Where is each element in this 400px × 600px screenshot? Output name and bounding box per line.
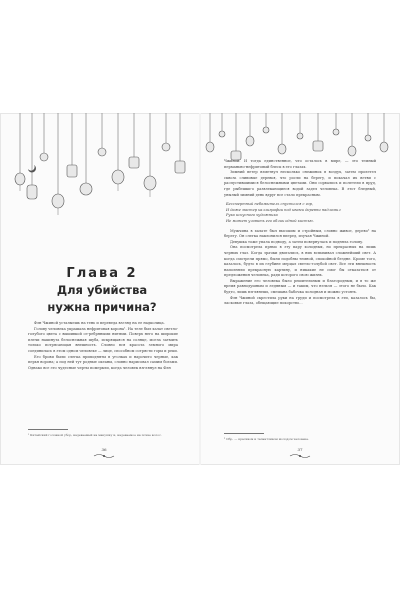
paragraph: Фэн Чжиной скрестила руки на груди и посмотрела в эти, казалось бы, ласковые глаза, обещающие покорство... xyxy=(224,295,376,306)
paragraph: Зимний ветер взметнул несколько снежинок в воздух, затем пролетел сквозь сливовые деревья, что росли на берегу, и покачал их ветви с распустившимися белоснежными цветами. Они сорвались и полетели в пруд, где рыбешки-о развлекающиеся водой задел человека. В этот бледный, унылый зимний день вдруг все стало прекрасным. xyxy=(224,170,376,197)
hanging-lanterns-illustration xyxy=(6,113,198,223)
poem-line: Рука искусного художника xyxy=(226,213,278,218)
poem-line: И даже мастер каллиграфии под ивами деревни надломил xyxy=(226,207,341,212)
footnote-rule xyxy=(28,429,68,430)
footnote-rule xyxy=(224,433,264,434)
page-ornament-icon xyxy=(93,453,115,459)
footnote: ² Обр. — красивом и талантливом молодом человеке. xyxy=(224,437,310,441)
page-number: 36 xyxy=(101,447,107,452)
left-body-text xyxy=(28,321,178,371)
chapter-heading xyxy=(6,266,198,315)
page-ornament-icon xyxy=(289,453,311,459)
book-fold xyxy=(199,113,201,465)
paragraph: Фэн Чжиной усталыешь на тень и переведа взгляд на ее надколица. xyxy=(34,321,165,325)
poem-line: Не может уловить его облик одной кистью. xyxy=(226,218,314,223)
right-body-text xyxy=(224,159,376,307)
chapter-title-line2: нужна причина? xyxy=(47,300,157,314)
poem-line: Бессмертный небожитель спустился с гор, xyxy=(226,202,314,207)
paragraph: Его брови были слегка приподняты в уголках и нарочито черные, как перья ворона; а под ней тут родные океаны, словно нарисовал самим богами. Однако все это чудесные черты померкли, когда человек взглянул на Фэн xyxy=(28,354,178,370)
left-page xyxy=(6,113,198,465)
paragraph: Мужчина в халате был высоким и стройным, словно живое, дерево² на берегу. Он слегка наклонился вперед, изучая Чжиной. xyxy=(224,228,376,239)
paragraph: Голову человека украшала нефритовая корона¹. На теле был халат светло-голубого цвета с вышивкой се-ребряными нитями. Поверх него на широкие плечи накинута белоснежная шуба, искрящаяся на солнце, могла затмить только потрясающая внешность. Словно вся красота земного мира соединилась в этом одном человеке — лице, способном сотрясти горы и реки. xyxy=(28,326,178,353)
hanging-lanterns-illustration xyxy=(202,113,394,163)
chapter-number: Глава 2 xyxy=(66,266,138,281)
footnote: ¹ Китайский головной убор, надеваемый на макушку и, надеваемое на почве волос. xyxy=(28,433,162,437)
right-page xyxy=(202,113,394,465)
paragraph: Девушка тоже упала подводу, а затем повернулась и подняла голову. xyxy=(230,239,364,244)
paragraph: Она посмотрела прямо в эту пару холодных, но прекрасных на лишь черных глаз. Когда зрачки двигались, в них вспыхивал сложнейший свет. А когда смотрели прямо, были подобны темной, спокойной бездне. Кроме того, казалось, будто в их глубине мерцал светло-голубой свет. Все эти внешность наполняли прекрасную картину, и никакие не смог бы отказаться от предложения человека, ради которого свою жизнь. xyxy=(224,245,376,278)
chapter-title-line1: Для убийства xyxy=(56,283,148,297)
paragraph: Чжиной. И тогда единственное, что осталось в мире, — это темный перманьно-нефритовый блеск в его глазах. xyxy=(224,159,376,169)
page-number: 37 xyxy=(297,447,303,452)
paragraph: Выражение его человека было решительным и благородным, и в то же время равнодушным и ледяным — и таким, что нельзя — этого не было. Как будто, лишь взглянешь, смешана бабочка холодная и можно устоять. xyxy=(224,278,376,295)
